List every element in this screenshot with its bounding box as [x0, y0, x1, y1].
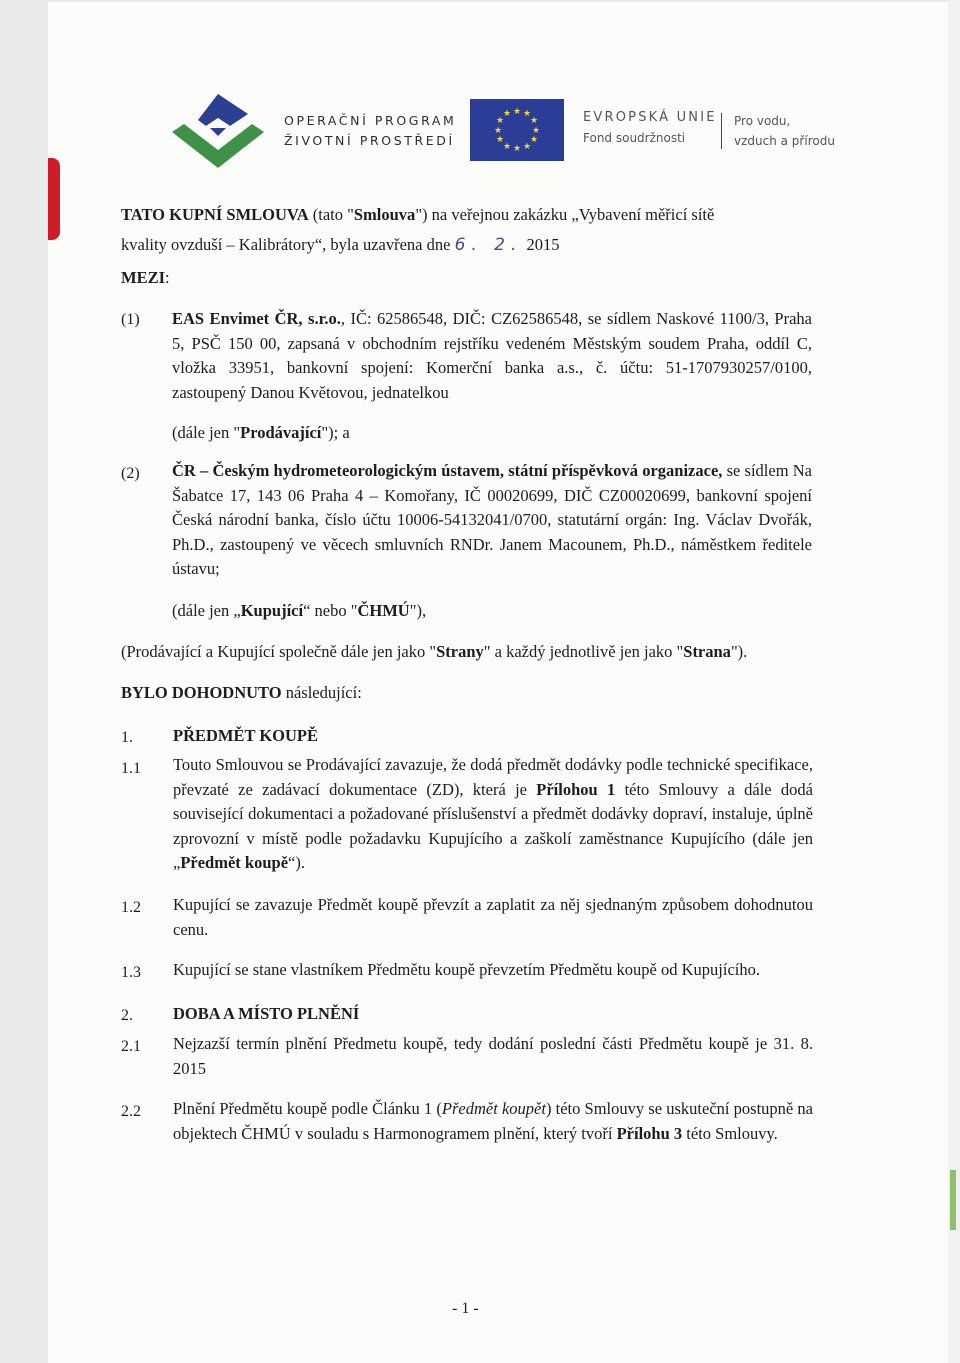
clause-1-3-number: 1.3	[121, 964, 141, 981]
clause-2-1-number: 2.1	[121, 1038, 141, 1055]
clause-1-1-number: 1.1	[121, 760, 141, 777]
clause-2-1: Nejzazší termín plnění Předmetu koupě, tedy dodání poslední části Předmětu koupě je 31. 8. 2015	[173, 1034, 813, 1078]
clause-1-2: Kupující se zavazuje Předmět koupě převzít a zaplatit za něj sjednaným způsobem dohodnutou cenu.	[173, 895, 813, 939]
svg-text:★: ★	[495, 116, 505, 126]
program-name	[284, 111, 456, 151]
contract-title: TATO KUPNÍ SMLOUVA	[121, 205, 309, 224]
scan-edge	[948, 0, 960, 1363]
svg-text:★: ★	[495, 135, 505, 145]
section1-number: 1.	[121, 729, 133, 746]
eu-line1: EVROPSKÁ UNIE	[583, 110, 717, 125]
party2-name: ČR – Českým hydrometeorologickým ústavem, státní příspěvková organizace,	[172, 461, 723, 480]
parties-text: " a každý jednotlivě jen jako "	[483, 642, 684, 661]
annex1-ref: Přílohou 1	[536, 779, 616, 799]
party2-text	[172, 459, 812, 582]
parties-text: ").	[730, 642, 748, 661]
annex3-ref: Přílohu 3	[616, 1123, 683, 1143]
party1-details: , IČ: 62586548, DIČ: CZ62586548, se sídlem Naskové 1100/3, Praha 5, PSČ 150 00, zapsaná v obchodním rejstříku vedeném Městským soudem Praha, oddíl C, vložka 33951, bankovní spojení: Komerční banka a.s., č. účtu: 51-1707930257/0100, zastoupený Danou Květovou, jednatelkou	[172, 309, 812, 402]
clause-1-1	[173, 753, 813, 876]
alias-text: "); a	[321, 423, 350, 442]
strana-term: Strana	[683, 642, 731, 661]
eu-flag-icon	[470, 99, 564, 161]
eu-line2: Fond soudržnosti	[583, 131, 686, 145]
party2-details: se sídlem Na Šabatce 17, 143 06 Praha 4 – Komořany, IČ 00020699, DIČ CZ00020699, bankovní spojení Česká národní banka, číslo účtu 10006-54132041/0700, statutární orgán: Ing. Václav Dvořák, Ph.D., zastoupený ve věcech smluvních RNDr. Janem Macounem, Ph.D., náměstkem ředitele ústavu;	[172, 461, 812, 578]
svg-text:★: ★	[522, 109, 532, 119]
intro-line1	[121, 203, 714, 227]
svg-text:★: ★	[512, 144, 522, 154]
parties-text: (Prodávající a Kupující společně dále jen jako "	[121, 642, 437, 661]
svg-text:★: ★	[529, 135, 539, 145]
contract-year: 2015	[526, 235, 560, 254]
program-line1: OPERAČNÍ PROGRAM	[284, 113, 457, 128]
header-divider	[721, 113, 722, 149]
intro-text: (tato "	[308, 205, 354, 224]
svg-text:★: ★	[529, 116, 539, 126]
section2-title-text: DOBA A MÍSTO PLNĚNÍ	[173, 1004, 360, 1023]
subject-term: Předmět koupě	[180, 853, 289, 872]
buyer-term: Kupující	[240, 601, 304, 620]
agreed-text: následující:	[281, 683, 362, 702]
strany-term: Strany	[436, 642, 484, 661]
party1-text	[172, 307, 812, 405]
agreed-label: BYLO DOHODNUTO	[121, 683, 282, 702]
program-line2: ŽIVOTNÍ PROSTŘEDÍ	[284, 133, 455, 148]
alias-text: “ nebo "	[303, 601, 358, 620]
scan-edge-mark	[950, 1170, 956, 1230]
seller-term: Prodávající	[240, 423, 322, 442]
clause-1-2-number: 1.2	[121, 899, 141, 916]
svg-text:★: ★	[531, 126, 541, 136]
party1-alias	[172, 421, 350, 445]
tagline-line1: Pro vodu,	[734, 114, 791, 128]
handwritten-date: 6. 2.	[454, 235, 523, 255]
alias-text: (dále jen "	[172, 423, 241, 442]
party2-alias	[172, 599, 426, 623]
party2-number: (2)	[121, 465, 140, 482]
parties-definition	[121, 640, 747, 664]
clause-2-2-number: 2.2	[121, 1103, 141, 1120]
party1-number: (1)	[121, 311, 140, 328]
article-title-ref: Předmět koupět	[441, 1099, 546, 1118]
clause-text: Touto Smlouvou se Prodávající zavazuje, že dodá předmět dodávky podle technické specifikace, převzaté ze zadávací dokumentace (ZD), která je	[173, 755, 813, 799]
clause-1-3: Kupující se stane vlastníkem Předmětu koupě převzetím Předmětu koupě od Kupujícího.	[173, 960, 760, 979]
section1-title-text: PŘEDMĚT KOUPĚ	[173, 726, 318, 745]
clause-text: této Smlouvy.	[682, 1123, 778, 1143]
section2-number: 2.	[121, 1007, 133, 1024]
clause-text: Plnění Předmětu koupě podle Článku 1 (	[173, 1099, 442, 1118]
section1-title	[173, 724, 318, 748]
alias-text: (dále jen „	[172, 601, 241, 620]
clause-text: ) této Smlouvy se uskuteční postupně na objektech ČHMÚ v souladu s Harmonogramem plnění, který tvoří	[173, 1099, 813, 1143]
tagline-line2: vzduch a přírodu	[734, 134, 835, 148]
intro-text: kvality ovzduší – Kalibrátory“, byla uzavřena dne	[121, 235, 451, 254]
intro-text: ") na veřejnou zakázku „Vybavení měřicí sítě	[415, 205, 715, 224]
eu-label	[583, 110, 717, 145]
page-number: - 1 -	[452, 1300, 479, 1317]
op-zp-logo-icon	[170, 92, 270, 172]
clause-text: “).	[288, 853, 305, 872]
clause-2-2	[173, 1097, 813, 1146]
svg-text:★: ★	[522, 142, 532, 152]
red-tab-mark	[48, 158, 60, 240]
section2-title	[173, 1002, 359, 1026]
svg-text:★: ★	[502, 142, 512, 152]
smlouva-term: Smlouva	[353, 205, 416, 224]
agreed-heading	[121, 681, 362, 705]
alias-text: "),	[409, 601, 427, 620]
tagline	[734, 111, 835, 151]
svg-text:★: ★	[512, 107, 522, 117]
clause-text: této Smlouvy a dále dodá související dokumentaci a požadované příslušenství a předmět dodávky dopraví, instaluje, úplně zprovozní v místě podle požadavku Kupujícího a zaškolí zaměstnance Kupujícího (dále jen „	[173, 779, 813, 872]
between-label: MEZI	[121, 268, 166, 287]
chmu-term: ČHMÚ	[357, 601, 410, 620]
between-heading	[121, 266, 170, 290]
svg-text:★: ★	[502, 109, 512, 119]
intro-line2	[121, 233, 560, 257]
between-colon: :	[165, 268, 170, 287]
svg-text:★: ★	[493, 126, 503, 136]
party1-name: EAS Envimet ČR, s.r.o.	[172, 309, 341, 328]
